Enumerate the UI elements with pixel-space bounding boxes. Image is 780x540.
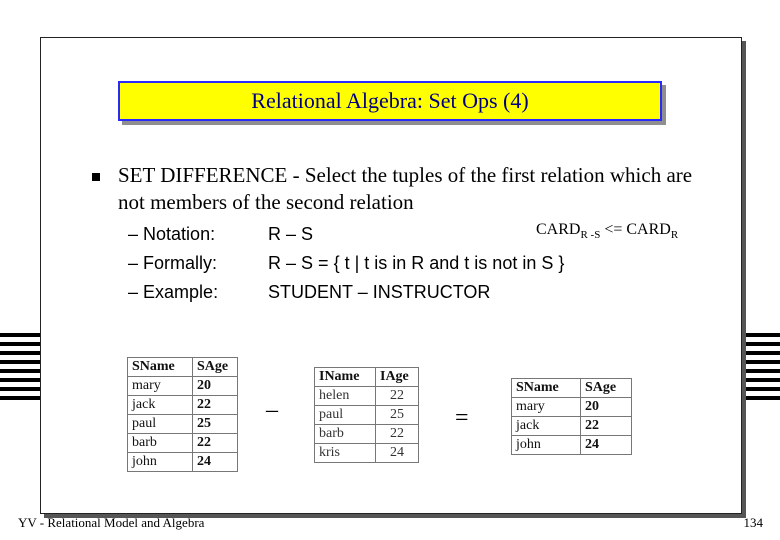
table-row — [512, 417, 632, 436]
table-cell: john — [512, 436, 581, 455]
table-row — [128, 396, 238, 415]
table-cell: kris — [315, 444, 376, 463]
table-cell: paul — [315, 406, 376, 425]
table-cell: 22 — [193, 396, 238, 415]
table-cell: 25 — [376, 406, 419, 425]
table-cell: mary — [512, 398, 581, 417]
sub-bullet-example: – Example: STUDENT – INSTRUCTOR — [128, 282, 491, 302]
page-number: 134 — [743, 515, 763, 530]
table-row — [315, 406, 419, 425]
table-cell: barb — [128, 434, 193, 453]
table-row — [128, 377, 238, 396]
column-header: SAge — [193, 358, 238, 377]
column-header: SAge — [581, 379, 632, 398]
sub-bullet-notation: – Notation: R – S — [128, 224, 314, 244]
table-cell: jack — [512, 417, 581, 436]
table-cell: 20 — [193, 377, 238, 396]
table-cell: 24 — [193, 453, 238, 472]
column-header: SName — [512, 379, 581, 398]
table-header-row — [128, 358, 238, 377]
table-cell: mary — [128, 377, 193, 396]
sub-bullet-formally: – Formally: R – S = { t | t is in R and t is not in S } — [128, 253, 565, 273]
table-cell: 22 — [193, 434, 238, 453]
table-cell: jack — [128, 396, 193, 415]
left-stripes-decoration — [0, 333, 40, 405]
student-table — [127, 357, 238, 472]
table-row — [128, 434, 238, 453]
bullet-text: SET DIFFERENCE - Select the tuples of the first relation which are not members of the second relation — [118, 163, 693, 214]
footer-course-title: YV - Relational Model and Algebra — [18, 515, 205, 530]
table-cell: barb — [315, 425, 376, 444]
table-cell: 25 — [193, 415, 238, 434]
table-row — [512, 436, 632, 455]
table-cell: 24 — [581, 436, 632, 455]
slide-title: Relational Algebra: Set Ops (4) — [118, 81, 662, 121]
table-row — [315, 425, 419, 444]
table-cell: john — [128, 453, 193, 472]
column-header: SName — [128, 358, 193, 377]
table-cell: 24 — [376, 444, 419, 463]
table-header-row — [315, 368, 419, 387]
table-cell: 20 — [581, 398, 632, 417]
equals-operator: = — [455, 405, 469, 431]
table-cell: 22 — [376, 387, 419, 406]
column-header: IName — [315, 368, 376, 387]
table-row — [128, 453, 238, 472]
cardinality-note: $CARD_{R -S}$ <= $CARD_R$ — [536, 221, 679, 241]
column-header: IAge — [376, 368, 419, 387]
instructor-table — [314, 367, 419, 463]
table-cell: paul — [128, 415, 193, 434]
table-row — [315, 387, 419, 406]
right-stripes-decoration — [740, 333, 780, 405]
result-table — [511, 378, 632, 455]
table-row — [315, 444, 419, 463]
table-cell: 22 — [581, 417, 632, 436]
table-cell: helen — [315, 387, 376, 406]
table-row — [128, 415, 238, 434]
table-cell: 22 — [376, 425, 419, 444]
table-row — [512, 398, 632, 417]
bullet-square-icon — [92, 173, 100, 181]
table-header-row — [512, 379, 632, 398]
minus-operator: – — [266, 397, 278, 423]
